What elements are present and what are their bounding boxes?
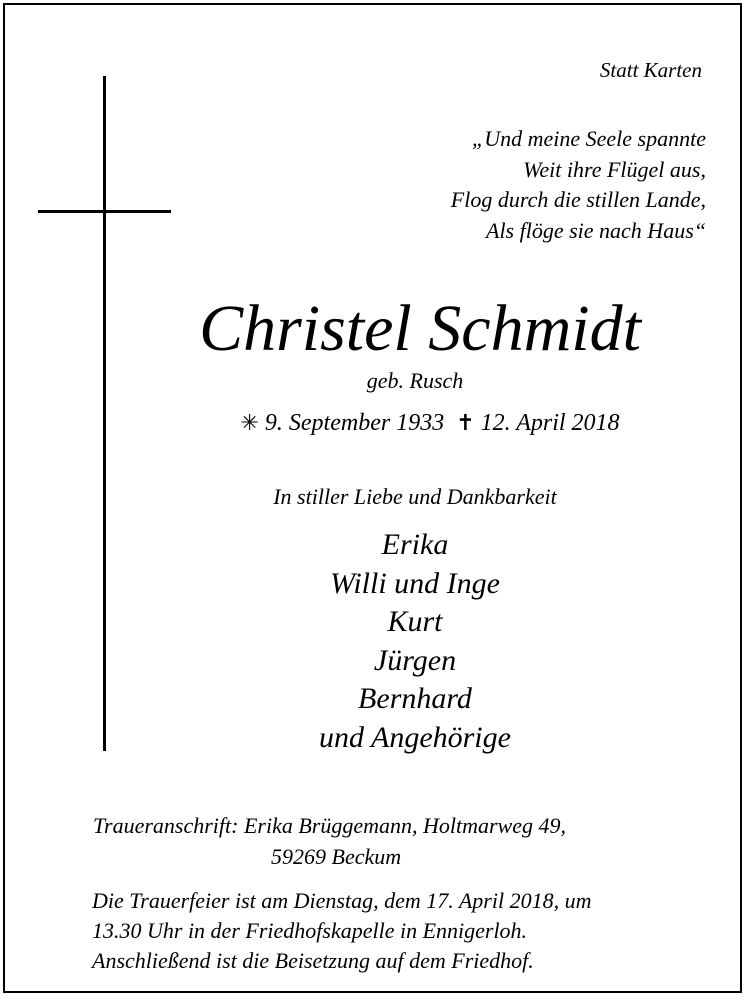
birth-date: 9. September 1933 bbox=[264, 410, 445, 436]
death-date: 12. April 2018 bbox=[480, 410, 620, 436]
mourner-name: Kurt bbox=[387, 605, 443, 638]
birth-star-icon: ✳ bbox=[240, 411, 259, 436]
birth-name: geb. Rusch bbox=[366, 368, 464, 393]
mourner-name: Willi und Inge bbox=[330, 566, 500, 600]
mourner-name: Bernhard bbox=[358, 682, 472, 715]
poem-line: Als flöge sie nach Haus“ bbox=[486, 217, 706, 243]
mourning-address-line-2: 59269 Beckum bbox=[271, 844, 402, 869]
death-cross-icon: ✝ bbox=[456, 411, 475, 436]
poem-line: Flog durch die stillen Lande, bbox=[450, 187, 706, 212]
ceremony-line: Anschließend ist die Beisetzung auf dem Friedhof. bbox=[92, 948, 534, 973]
mourner-name: und Angehörige bbox=[319, 720, 511, 754]
cross-vertical-bar bbox=[103, 76, 106, 751]
cross-horizontal-bar bbox=[38, 210, 171, 213]
poem-line: „Und meine Seele spannte bbox=[472, 126, 706, 151]
ceremony-info bbox=[92, 886, 591, 976]
life-dates bbox=[160, 411, 700, 435]
ceremony-line: Die Trauerfeier ist am Dienstag, dem 17. April 2018, um bbox=[92, 888, 592, 913]
mourner-name: Jürgen bbox=[373, 643, 457, 677]
mourners-intro: In stiller Liebe und Dankbarkeit bbox=[273, 484, 557, 509]
ceremony-line: 13.30 Uhr in der Friedhofskapelle in Ennigerloh. bbox=[92, 918, 528, 943]
mourners-list bbox=[265, 526, 565, 757]
statt-karten-label: Statt Karten bbox=[599, 58, 702, 82]
deceased-name: Christel Schmidt bbox=[199, 292, 641, 365]
poem-line: Weit ihre Flügel aus, bbox=[523, 156, 706, 182]
mourner-name: Erika bbox=[381, 528, 449, 561]
mourning-address-line-1: Traueranschrift: Erika Brüggemann, Holtmarweg 49, bbox=[93, 813, 566, 838]
poem bbox=[451, 124, 706, 246]
